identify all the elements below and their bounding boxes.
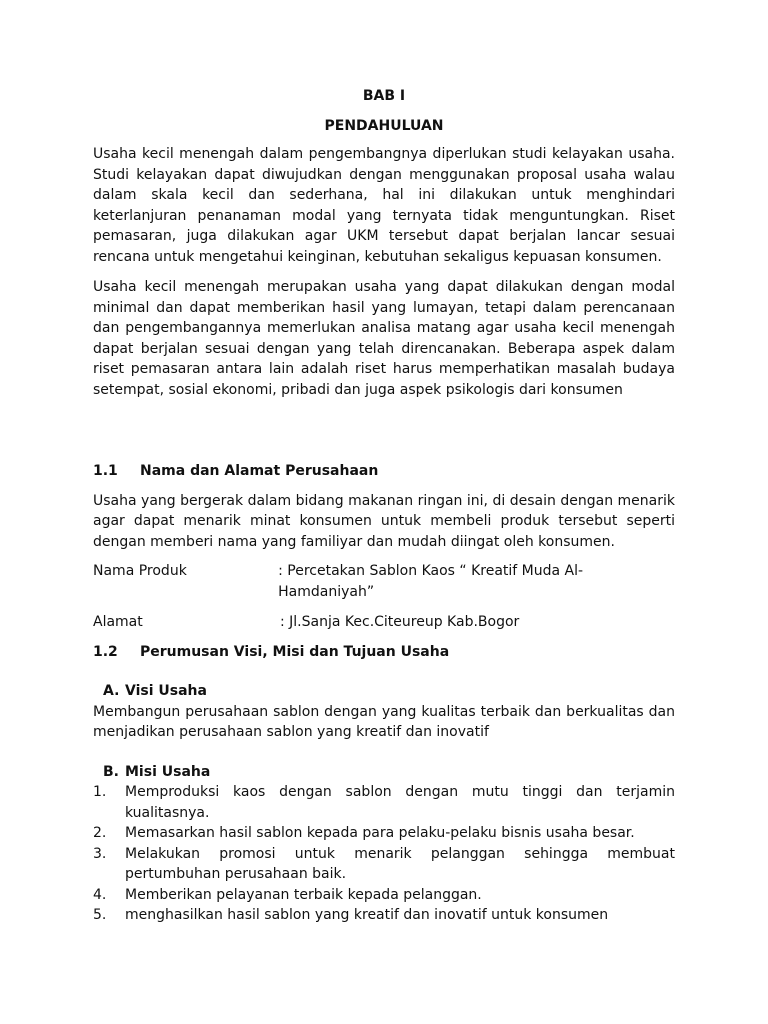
list-item [93, 885, 675, 906]
list-item [93, 823, 675, 844]
list-text: Memproduksi kaos dengan sablon dengan mutu tinggi dan terjamin kualitasnya. [125, 784, 675, 821]
field-label: Alamat [93, 614, 143, 630]
subheading-visi [93, 681, 675, 702]
section-title: Perumusan Visi, Misi dan Tujuan Usaha [140, 643, 450, 660]
subheading-letter: A. [103, 683, 120, 699]
list-text: Memasarkan hasil sablon kepada para pelaku-pelaku bisnis usaha besar. [125, 825, 635, 841]
list-item [93, 782, 675, 823]
section-title: Nama dan Alamat Perusahaan [140, 463, 379, 479]
field-row-alamat [93, 612, 675, 633]
intro-paragraph-1: Usaha kecil menengah dalam pengembangnya diperlukan studi kelayakan usaha. Studi kelayakan dapat diwujudkan dengan menggunakan proposal usaha walau dalam skala kecil dan sederhana, hal ini dilakukan untuk menghindari keterlanjuran penanaman modal yang ternyata tidak menguntungkan. Riset pemasaran, juga dilakukan agar UKM tersebut dapat berjalan lancar sesuai rencana untuk mengetahui keinginan, kebutuhan sekaligus kepuasan konsumen. [93, 146, 675, 265]
list-number: 5. [93, 907, 107, 923]
visi-paragraph: Membangun perusahaan sablon dengan yang kualitas terbaik dan berkualitas dan menjadikan perusahaan sablon yang kreatif dan inovatif [93, 703, 675, 740]
list-number: 4. [93, 886, 107, 903]
intro-paragraph-2: Usaha kecil menengah merupakan usaha yang dapat dilakukan dengan modal minimal dan dapat memberikan hasil yang lumayan, tetapi dalam perencanaan dan pengembangannya memerlukan analisa matang agar usaha kecil menengah dapat berjalan sesuai dengan yang telah direncanakan. Beberapa aspek dalam riset pemasaran antara lain adalah riset harus memperhatikan masalah budaya setempat, sosial ekonomi, pribadi dan juga aspek psikologis dari konsumen [93, 279, 675, 398]
field-label: Nama Produk [93, 563, 187, 579]
list-text: Melakukan promosi untuk menarik pelanggan sehingga membuat pertumbuhan perusahaan baik. [125, 845, 675, 882]
list-text: menghasilkan hasil sablon yang kreatif dan inovatif untuk konsumen [125, 907, 609, 923]
document-body [93, 86, 675, 926]
subheading-title: Misi Usaha [125, 763, 211, 780]
list-number: 2. [93, 825, 107, 841]
list-item [93, 905, 675, 926]
subheading-letter: B. [103, 763, 119, 780]
field-row-nama-produk [93, 561, 675, 602]
section-number: 1.1 [93, 463, 118, 479]
list-item [93, 844, 675, 885]
chapter-title: PENDAHULUAN [324, 117, 444, 134]
list-number: 3. [93, 845, 107, 862]
chapter-number: BAB I [362, 88, 406, 104]
section-heading-1-1 [93, 461, 675, 482]
misi-list [93, 782, 675, 926]
field-value: : Jl.Sanja Kec.Citeureup Kab.Bogor [280, 614, 520, 630]
section-heading-1-2 [93, 642, 675, 663]
section-number: 1.2 [93, 643, 118, 660]
field-value: : Percetakan Sablon Kaos “ Kreatif Muda Al-Hamdaniyah” [278, 563, 584, 600]
list-number: 1. [93, 784, 107, 800]
subheading-title: Visi Usaha [125, 683, 207, 699]
section-1-1-paragraph: Usaha yang bergerak dalam bidang makanan ringan ini, di desain dengan menarik agar dapat menarik minat konsumen untuk membeli produk tersebut seperti dengan memberi nama yang familiyar dan mudah diingat oleh konsumen. [93, 492, 675, 550]
list-text: Memberikan pelayanan terbaik kepada pelanggan. [125, 886, 482, 903]
subheading-misi [93, 762, 675, 783]
